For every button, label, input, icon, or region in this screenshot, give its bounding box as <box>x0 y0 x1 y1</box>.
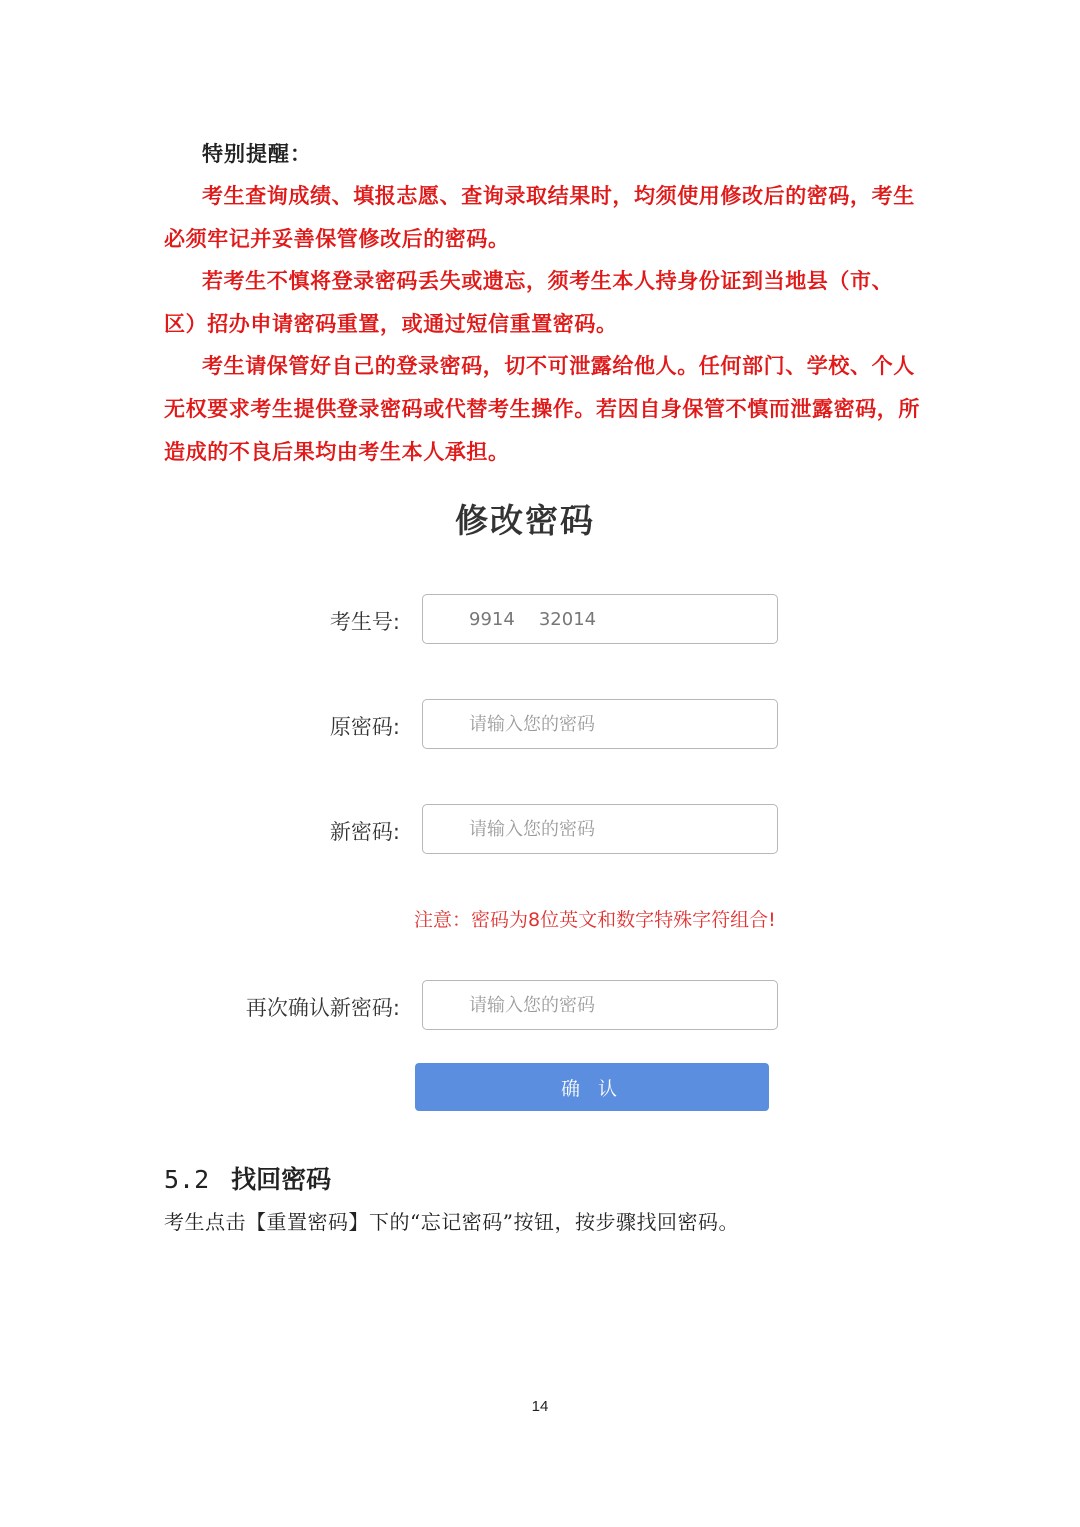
confirm-password-label: 再次确认新密码: <box>245 996 400 1020</box>
candidate-number-field[interactable] <box>422 594 778 644</box>
page-number: 14 <box>531 1398 549 1415</box>
section-body: 考生点击【重置密码】下的“忘记密码”按钮，按步骤找回密码。 <box>164 1210 739 1234</box>
section-number: 5.2 <box>164 1165 210 1194</box>
confirm-password-field[interactable] <box>422 980 778 1030</box>
section-title: 找回密码 <box>231 1165 332 1194</box>
old-password-row <box>0 699 1080 753</box>
old-password-field[interactable] <box>422 699 778 749</box>
form-title: 修改密码 <box>455 501 595 540</box>
section-heading <box>164 1160 331 1196</box>
candidate-number-label: 考生号: <box>329 610 400 634</box>
password-rule-notice: 注意：密码为8位英文和数字特殊字符组合! <box>414 909 776 931</box>
reminder-paragraph-1: 考生查询成绩、填报志愿、查询录取结果时，均须使用修改后的密码，考生必须牢记并妥善保管修改后的密码。 <box>164 183 915 251</box>
new-password-row <box>0 804 1080 858</box>
candidate-number-row <box>0 594 1080 648</box>
reminder-heading: 特别提醒： <box>202 141 312 166</box>
confirm-password-row <box>0 980 1080 1034</box>
new-password-label: 新密码: <box>329 820 400 844</box>
new-password-field[interactable] <box>422 804 778 854</box>
old-password-label: 原密码: <box>329 715 400 739</box>
confirm-button[interactable]: 确 认 <box>415 1063 769 1111</box>
reminder-paragraph-3: 考生请保管好自己的登录密码，切不可泄露给他人。任何部门、学校、个人无权要求考生提供登录密码或代替考生操作。若因自身保管不慎而泄露密码，所造成的不良后果均由考生本人承担。 <box>164 353 920 464</box>
reminder-paragraph-2: 若考生不慎将登录密码丢失或遗忘，须考生本人持身份证到当地县（市、区）招办申请密码重置，或通过短信重置密码。 <box>164 268 894 336</box>
